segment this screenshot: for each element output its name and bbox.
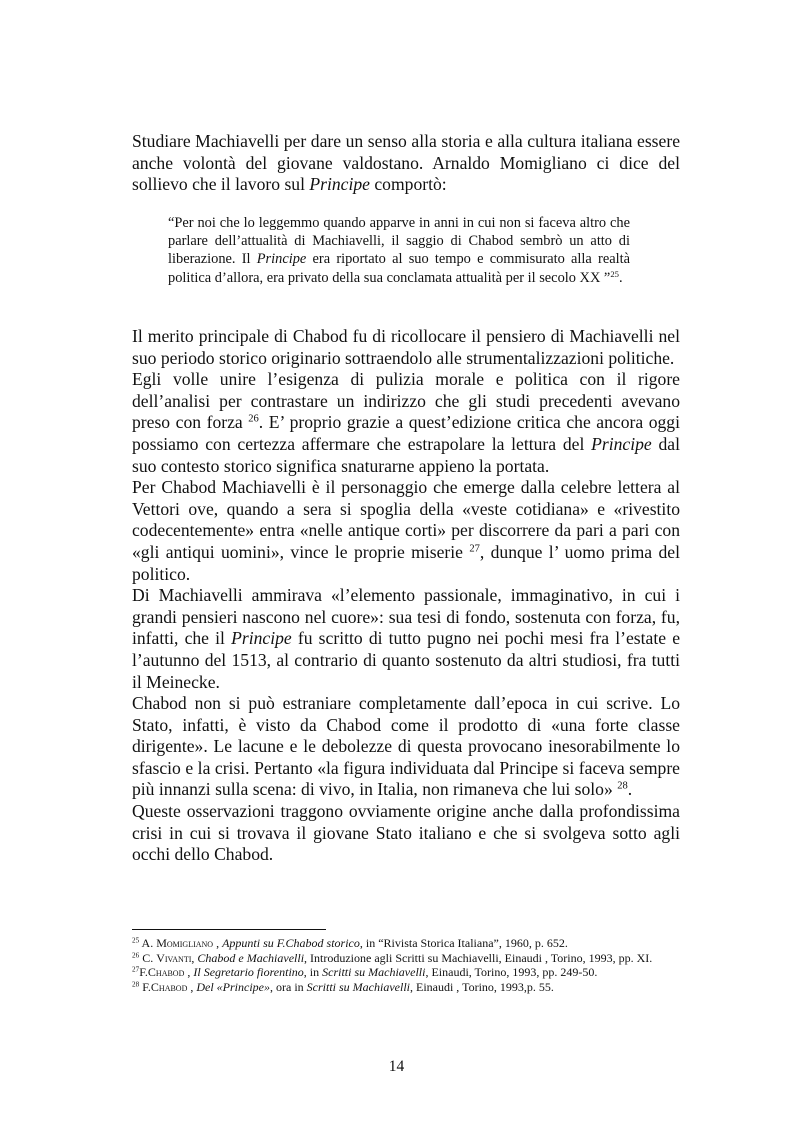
paragraph: Queste osservazioni traggono ovviamente origine anche dalla profondissima crisi in cui si trovava il giovane Stato italiano e che si svolgeva sotto agli occhi dello Chabod. xyxy=(132,801,680,865)
footnote-ref: 25 xyxy=(610,268,619,279)
paragraph: Di Machiavelli ammirava «l’elemento passionale, immaginativo, in cui i grandi pensieri nascono nel cuore»: sua tesi di fondo, sostenuta con forza, fu, infatti, che il Principe fu scritto di tutto pugno nei pochi mesi fra l’estate e l’autunno del 1513, al contrario di quanto sostenuto da altri studiosi, fra tutti il Meinecke. xyxy=(132,585,680,692)
page-number: 14 xyxy=(388,1058,405,1075)
paragraph: Il merito principale di Chabod fu di ricollocare il pensiero di Machiavelli nel suo periodo storico originario sottraendolo alle strumentalizzazioni politiche. xyxy=(132,326,680,368)
footnotes xyxy=(132,936,680,994)
paragraph: Chabod non si può estraniare completamente dall’epoca in cui scrive. Lo Stato, infatti, è visto da Chabod come il prodotto di «una forte classe dirigente». Le lacune e le debolezze di questa provocano inesorabilmente lo sfascio e la crisi. Pertanto «la figura individuata dal Principe si faceva sempre più innanzi sulla scena: di vivo, in Italia, non rimaneva che lui solo» $^{28}$. xyxy=(132,693,680,800)
main-text xyxy=(132,326,680,866)
footnote-ref: 28 xyxy=(617,781,628,793)
footnote: $^{26}$ C. Vivanti, Chabod e Machiavelli, Introduzione agli Scritti su Machiavelli, Einaudi , Torino, 1993, pp. XI. xyxy=(132,950,653,965)
intro-paragraph: Studiare Machiavelli per dare un senso alla storia e alla cultura italiana essere anche volontà del giovane valdostano. Arnaldo Momigliano ci dice del sollievo che il lavoro sul Principe comportò: xyxy=(132,131,680,195)
paragraph: Egli volle unire l’esigenza di pulizia morale e politica con il rigore dell’analisi per contrastare un indirizzo che gli studi precedenti avevano preso con forza $^{26}$. E’ proprio grazie a quest’edizione critica che ancora oggi possiamo con certezza affermare che estrapolare la lettura del Principe dal suo contesto storico significa snaturarne appieno la portata. xyxy=(132,369,680,476)
footnote-ref: 27 xyxy=(469,543,480,555)
footnote: $^{28}$ F.Chabod , Del «Principe», ora in Scritti su Machiavelli, Einaudi , Torino, 1993,p. 55. xyxy=(132,979,554,994)
footnote: $^{27}$F.Chabod , Il Segretario fiorentino, in Scritti su Machiavelli, Einaudi, Torino, 1993, pp. 249-50. xyxy=(132,965,598,980)
footnote-divider xyxy=(132,929,326,930)
footnote: $^{25}$ A. Momigliano , Appunti su F.Chabod storico, in “Rivista Storica Italiana”, 1960, p. 652. xyxy=(132,936,568,950)
paragraph: Per Chabod Machiavelli è il personaggio che emerge dalla celebre lettera al Vettori ove, quando a sera si spoglia della «veste cotidiana» e «rivestito codecentemente» entra «nelle antique corti» per discorrere da pari a pari con «gli antiqui uomini», vince le proprie miserie $^{27}$, dunque l’ uomo prima del politico. xyxy=(132,477,680,584)
block-quote: “Per noi che lo leggemmo quando apparve in anni in cui non si faceva altro che parlare dell’attualità di Machiavelli, il saggio di Chabod sembrò un atto di liberazione. Il Principe era riportato al suo tempo e commisurato alla realtà politica d’allora, era privato della sua conclamata attualità per il secolo XX ”$^{25}$. xyxy=(168,215,630,286)
footnote-ref: 26 xyxy=(248,414,259,426)
